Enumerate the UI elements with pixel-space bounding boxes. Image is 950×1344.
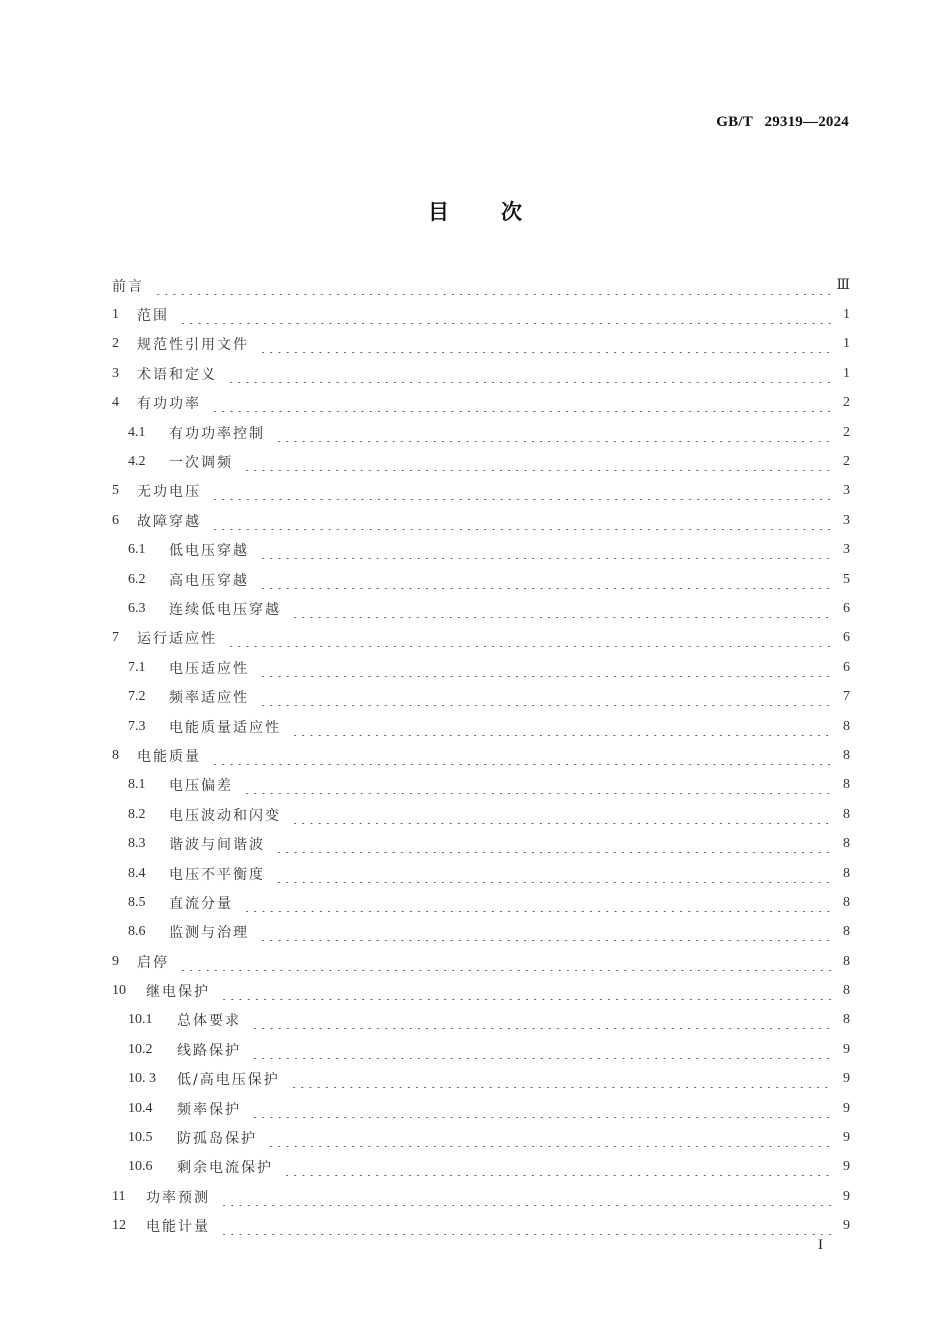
toc-entry-page: 1 (843, 336, 850, 352)
page-folio: I (818, 1237, 823, 1253)
dot-leader (267, 1133, 832, 1147)
toc-entry-number: 10.2 (128, 1041, 153, 1057)
toc-entry-number: 1 (112, 307, 119, 323)
toc-entry-title: 监测与治理 (169, 925, 249, 942)
dot-leader (275, 428, 832, 442)
dot-leader (251, 1015, 832, 1029)
toc-entry-page: 8 (843, 747, 850, 763)
dot-leader (259, 545, 832, 559)
toc-entry-page: 8 (843, 983, 850, 999)
toc-entry[interactable] (112, 536, 850, 565)
toc-entry-title: 连续低电压穿越 (169, 601, 281, 618)
toc-entry[interactable] (112, 947, 850, 976)
toc-entry[interactable] (112, 918, 850, 947)
toc-entry[interactable] (112, 741, 850, 770)
toc-entry[interactable] (112, 300, 850, 329)
dot-leader (259, 927, 832, 941)
dot-leader (179, 310, 832, 324)
toc-entry[interactable] (112, 359, 850, 388)
dot-leader (227, 369, 832, 383)
toc-entry-page: 8 (843, 924, 850, 940)
toc-entry-number: 7.3 (128, 718, 146, 734)
toc-entry-number: 10.5 (128, 1130, 153, 1146)
toc-entry[interactable] (112, 800, 850, 829)
dot-leader (251, 1104, 832, 1118)
toc-entry-title: 无功电压 (137, 484, 201, 501)
toc-entry-page: 3 (843, 542, 850, 558)
toc-entry-number: 10 (112, 983, 126, 999)
toc-entry-number: 3 (112, 365, 119, 381)
toc-entry-page: 1 (843, 365, 850, 381)
dot-leader (220, 986, 832, 1000)
toc-entry-page: 6 (843, 600, 850, 616)
dot-leader (259, 339, 832, 353)
toc-entry[interactable] (112, 1212, 850, 1241)
toc-entry-title: 有功功率 (137, 396, 201, 413)
dot-leader (259, 575, 832, 589)
dot-leader (259, 692, 832, 706)
dot-leader (211, 751, 832, 765)
toc-entry-title: 运行适应性 (137, 631, 217, 648)
toc-entry-page: 5 (843, 571, 850, 587)
toc-entry-number: 8.4 (128, 865, 146, 881)
toc-entry-title: 前言 (112, 278, 144, 295)
toc-entry[interactable] (112, 330, 850, 359)
toc-entry-number: 6.1 (128, 542, 146, 558)
toc-entry-title: 线路保护 (177, 1042, 241, 1059)
toc-entry[interactable] (112, 594, 850, 623)
toc-entry-number: 5 (112, 483, 119, 499)
title-char-left: 目 (428, 200, 449, 224)
toc-entry-title: 范围 (137, 308, 169, 325)
toc-entry-page: 9 (843, 1071, 850, 1087)
toc-entry-title: 有功功率控制 (169, 425, 265, 442)
toc-entry-number: 12 (112, 1218, 126, 1234)
toc-entry-page: 9 (843, 1130, 850, 1146)
toc-entry-title: 直流分量 (169, 895, 233, 912)
toc-entry-title: 电能质量 (137, 748, 201, 765)
toc-entry[interactable] (112, 1035, 850, 1064)
toc-entry[interactable] (112, 1153, 850, 1182)
toc-entry[interactable] (112, 477, 850, 506)
dot-leader (154, 281, 830, 295)
dot-leader (179, 957, 832, 971)
toc-entry-number: 10.6 (128, 1159, 153, 1175)
dot-leader (291, 722, 832, 736)
toc-entry-number: 4.2 (128, 454, 146, 470)
toc-entry-page: 9 (843, 1218, 850, 1234)
toc-entry-title: 电压偏差 (169, 778, 233, 795)
toc-entry[interactable] (112, 829, 850, 858)
toc-entry-page: 7 (843, 689, 850, 705)
toc-entry-page: 2 (843, 395, 850, 411)
title-char-right: 次 (501, 200, 522, 224)
toc-entry-number: 6.3 (128, 600, 146, 616)
dot-leader (227, 633, 832, 647)
toc-entry-title: 电压适应性 (169, 660, 249, 677)
toc-entry-page: 8 (843, 1012, 850, 1028)
toc-entry[interactable] (112, 682, 850, 711)
dot-leader (290, 1074, 832, 1088)
toc-entry-page: 3 (843, 512, 850, 528)
toc-entry-number: 4 (112, 395, 119, 411)
table-of-contents (112, 271, 850, 1241)
toc-entry-title: 故障穿越 (137, 513, 201, 530)
toc-entry-page: 6 (843, 630, 850, 646)
toc-entry-title: 低电压穿越 (169, 543, 249, 560)
toc-entry-page: 1 (843, 307, 850, 323)
toc-entry-page: 3 (843, 483, 850, 499)
toc-entry-page: 8 (843, 806, 850, 822)
dot-leader (283, 1162, 832, 1176)
toc-entry-page: 8 (843, 894, 850, 910)
toc-entry-number: 8.2 (128, 806, 146, 822)
toc-entry-number: 8.3 (128, 836, 146, 852)
toc-entry-number: 4.1 (128, 424, 146, 440)
toc-entry-title: 电压不平衡度 (169, 866, 265, 883)
toc-entry-title: 启停 (137, 954, 169, 971)
toc-entry[interactable] (112, 771, 850, 800)
toc-entry-number: 2 (112, 336, 119, 352)
toc-entry[interactable] (112, 389, 850, 418)
toc-entry[interactable] (112, 712, 850, 741)
toc-entry[interactable] (112, 271, 850, 300)
dot-leader (211, 398, 832, 412)
toc-entry-number: 8.5 (128, 894, 146, 910)
toc-entry-number: 9 (112, 953, 119, 969)
toc-entry-title: 功率预测 (146, 1189, 210, 1206)
toc-entry-title: 规范性引用文件 (137, 337, 249, 354)
dot-leader (291, 604, 832, 618)
dot-leader (220, 1192, 832, 1206)
standard-number: GB/T 29319—2024 (716, 114, 849, 130)
toc-entry-title: 低/高电压保护 (177, 1072, 280, 1089)
toc-entry[interactable] (112, 888, 850, 917)
toc-entry-number: 7.2 (128, 689, 146, 705)
toc-entry[interactable] (112, 859, 850, 888)
toc-entry[interactable] (112, 1006, 850, 1035)
toc-entry-title: 术语和定义 (137, 366, 217, 383)
toc-entry[interactable] (112, 1094, 850, 1123)
dot-leader (275, 839, 832, 853)
toc-entry[interactable] (112, 653, 850, 682)
dot-leader (259, 663, 832, 677)
toc-entry-number: 10.4 (128, 1100, 153, 1116)
toc-entry-page: 8 (843, 865, 850, 881)
toc-entry-page: 2 (843, 424, 850, 440)
toc-entry-number: 10. 3 (128, 1071, 156, 1087)
toc-entry-title: 继电保护 (146, 984, 210, 1001)
dot-leader (211, 486, 832, 500)
page-title (0, 196, 950, 226)
toc-entry-number: 6 (112, 512, 119, 528)
toc-entry-page: 8 (843, 836, 850, 852)
toc-entry-number: 8.1 (128, 777, 146, 793)
toc-entry-page: 8 (843, 777, 850, 793)
toc-entry[interactable] (112, 1182, 850, 1211)
toc-entry-number: 8.6 (128, 924, 146, 940)
toc-entry-title: 防孤岛保护 (177, 1131, 257, 1148)
toc-entry[interactable] (112, 447, 850, 476)
toc-entry-title: 电压波动和闪变 (169, 807, 281, 824)
dot-leader (220, 1221, 832, 1235)
toc-entry-title: 电能质量适应性 (169, 719, 281, 736)
dot-leader (243, 457, 832, 471)
toc-entry-title: 高电压穿越 (169, 572, 249, 589)
toc-entry-page: Ⅲ (836, 278, 850, 294)
toc-entry[interactable] (112, 418, 850, 447)
toc-entry-page: 8 (843, 953, 850, 969)
toc-entry-number: 7 (112, 630, 119, 646)
toc-entry-page: 9 (843, 1159, 850, 1175)
toc-entry[interactable] (112, 976, 850, 1005)
dot-leader (291, 810, 832, 824)
toc-entry[interactable] (112, 1123, 850, 1152)
toc-entry-page: 2 (843, 454, 850, 470)
toc-entry-page: 9 (843, 1041, 850, 1057)
toc-entry-title: 电能计量 (146, 1219, 210, 1236)
toc-entry-page: 8 (843, 718, 850, 734)
toc-entry[interactable] (112, 1065, 850, 1094)
toc-entry-title: 频率保护 (177, 1101, 241, 1118)
toc-entry-title: 一次调频 (169, 455, 233, 472)
dot-leader (251, 1045, 832, 1059)
dot-leader (243, 780, 832, 794)
toc-entry-title: 总体要求 (177, 1013, 241, 1030)
toc-entry-page: 9 (843, 1100, 850, 1116)
dot-leader (243, 898, 832, 912)
toc-entry-title: 剩余电流保护 (177, 1160, 273, 1177)
toc-entry[interactable] (112, 565, 850, 594)
toc-entry-number: 7.1 (128, 659, 146, 675)
toc-entry-page: 9 (843, 1188, 850, 1204)
dot-leader (211, 516, 832, 530)
toc-entry-title: 谐波与间谐波 (169, 837, 265, 854)
toc-entry-title: 频率适应性 (169, 690, 249, 707)
toc-entry-number: 6.2 (128, 571, 146, 587)
toc-entry-number: 8 (112, 747, 119, 763)
toc-entry-number: 10.1 (128, 1012, 153, 1028)
toc-entry-number: 11 (112, 1188, 126, 1204)
toc-entry[interactable] (112, 624, 850, 653)
dot-leader (275, 869, 832, 883)
toc-entry[interactable] (112, 506, 850, 535)
toc-entry-page: 6 (843, 659, 850, 675)
